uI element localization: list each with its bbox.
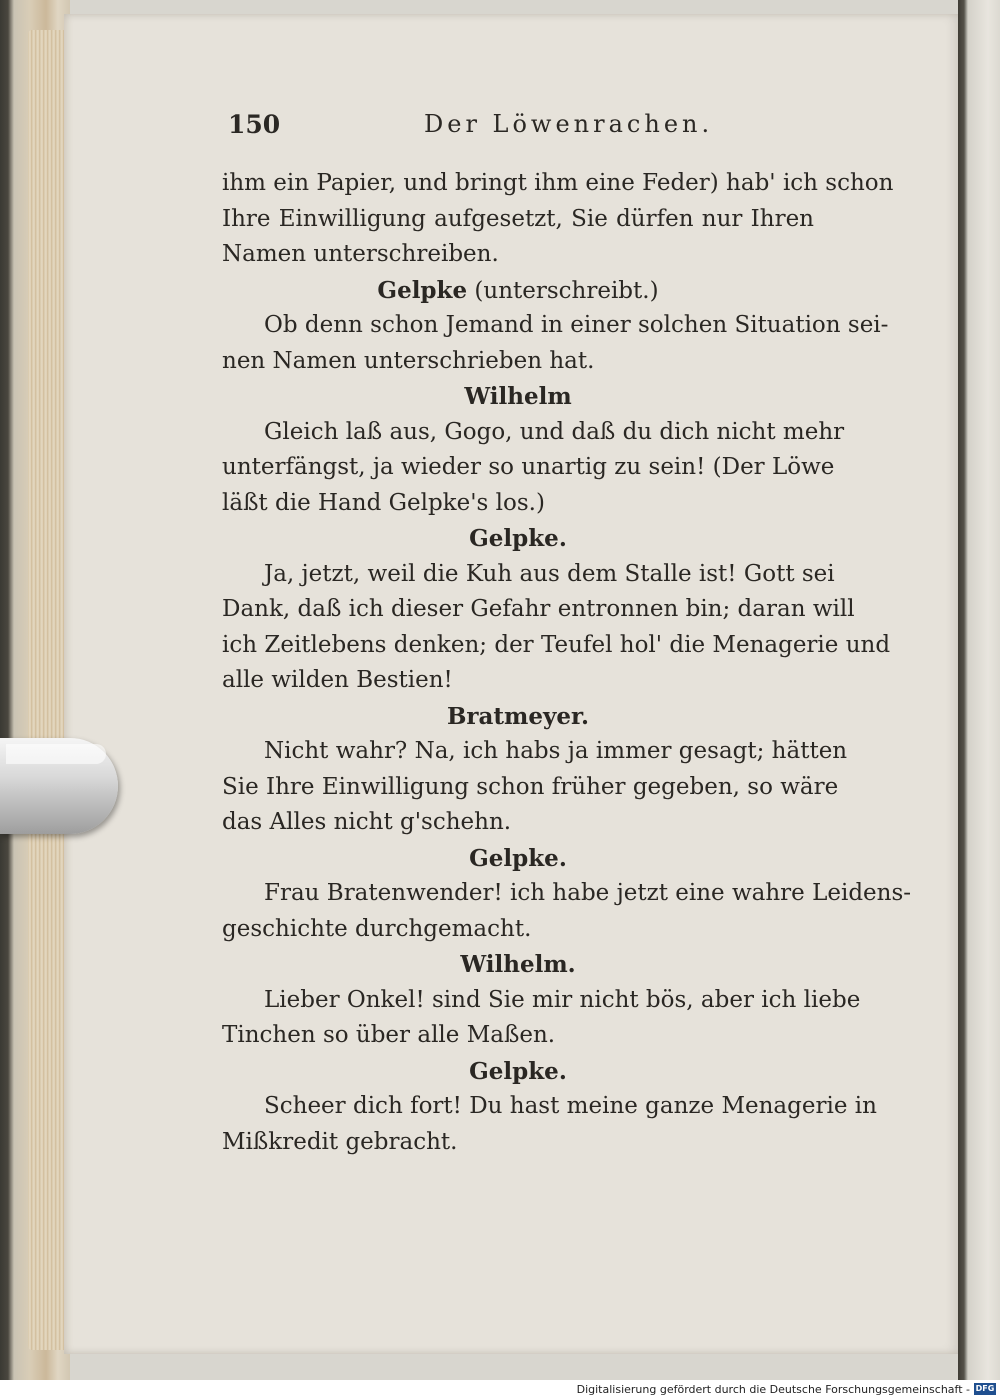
speaker-name xyxy=(222,947,814,983)
text-line: unterfängst, ja wieder so unartig zu sein! (Der Löwe xyxy=(222,454,835,480)
text-line: ihm ein Papier, und bringt ihm eine Feder) hab' ich schon xyxy=(222,170,894,196)
text-line: Nicht wahr? Na, ich habs ja immer gesagt; hätten xyxy=(264,738,848,764)
speaker-name xyxy=(222,1054,814,1090)
funding-credit: Digitalisierung gefördert durch die Deutsche Forschungsgemeinschaft - xyxy=(576,1383,970,1396)
page-number: 150 xyxy=(228,110,281,139)
text-line: läßt die Hand Gelpke's los.) xyxy=(222,489,545,516)
dfg-logo: DFG xyxy=(975,1384,995,1393)
text-line: Lieber Onkel! sind Sie mir nicht bös, aber ich liebe xyxy=(264,986,861,1013)
text-line: geschichte durchgemacht. xyxy=(222,915,532,942)
text-line: Sie Ihre Einwilligung schon früher gegeben, so wäre xyxy=(222,773,839,800)
page-header xyxy=(228,110,810,144)
speaker-label: Gelpke. xyxy=(469,1057,567,1085)
text-line: alle wilden Bestien! xyxy=(222,667,453,693)
speaker-label: Gelpke. xyxy=(469,844,567,872)
speaker-name xyxy=(222,521,814,557)
text-line: Namen unterschreiben. xyxy=(222,241,499,267)
running-title: Der Löwenrachen. xyxy=(424,110,714,138)
text-line: Ihre Einwilligung aufgesetzt, Sie dürfen nur Ihren xyxy=(222,205,814,232)
page-clip-highlight xyxy=(6,744,106,764)
text-line: Mißkredit gebracht. xyxy=(222,1128,458,1155)
facing-page-edge xyxy=(958,0,1000,1399)
speaker-label: Wilhelm xyxy=(464,383,572,410)
speaker-label: Bratmeyer. xyxy=(446,702,590,730)
text-line: Gleich laß aus, Gogo, und daß du dich nicht mehr xyxy=(264,418,845,445)
speaker-name xyxy=(222,379,814,415)
speaker-label: Wilhelm. xyxy=(460,951,576,978)
speaker-name xyxy=(222,273,814,309)
page-text xyxy=(222,166,912,1160)
text-line: Ob denn schon Jemand in einer solchen Situation sei- xyxy=(264,312,889,338)
speaker-name xyxy=(222,699,814,735)
text-line: Tinchen so über alle Maßen. xyxy=(222,1022,556,1048)
speaker-name xyxy=(222,841,814,877)
text-line: Dank, daß ich dieser Gefahr entronnen bin; daran will xyxy=(222,596,855,622)
speaker-label: Gelpke xyxy=(377,276,468,304)
speaker-label: Gelpke. xyxy=(469,525,567,552)
text-line: nen Namen unterschrieben hat. xyxy=(222,347,595,374)
text-line: Scheer dich fort! Du hast meine ganze Menagerie in xyxy=(264,1093,877,1119)
text-line: das Alles nicht g'schehn. xyxy=(222,809,512,835)
text-line: Frau Bratenwender! ich habe jetzt eine wahre Leidens- xyxy=(264,880,912,906)
stage-direction: (unterschreibt.) xyxy=(467,277,659,304)
text-line: Ja, jetzt, weil die Kuh aus dem Stalle ist! Gott sei xyxy=(264,560,835,587)
text-line: ich Zeitlebens denken; der Teufel hol' die Menagerie und xyxy=(222,631,891,658)
